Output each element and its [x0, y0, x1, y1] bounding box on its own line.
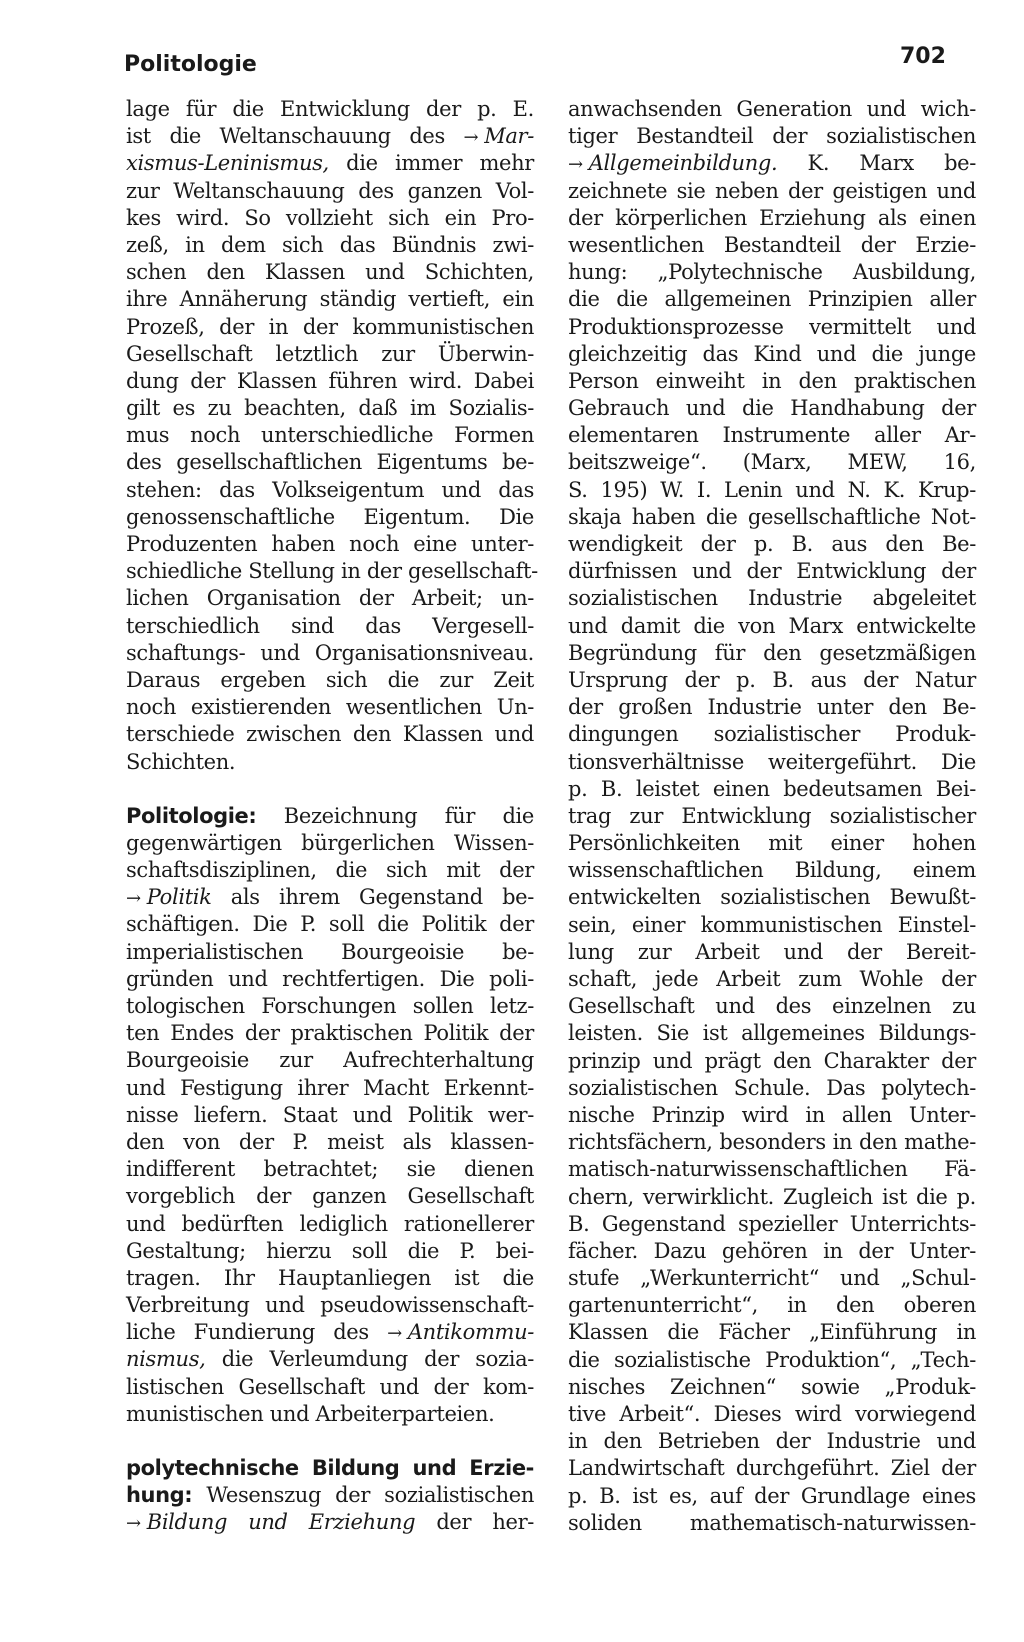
text-line: schaftsdisziplinen, die sich mit der	[126, 858, 534, 883]
text-line: lage für die Entwicklung der p. E.	[126, 97, 534, 121]
text-line: und bedürften lediglich rationellerer	[126, 1211, 534, 1236]
text-line: gleichzeitig das Kind und die junge	[568, 341, 976, 366]
text-line: der großen Industrie unter den Be-	[568, 695, 976, 720]
text-line: Klassen die Fächer „Einführung in	[568, 1320, 976, 1345]
cross-reference[interactable]: nismus,	[126, 1347, 206, 1372]
text-line: kes wird. So vollzieht sich ein Pro-	[126, 205, 534, 230]
text-line: Schichten.	[126, 749, 236, 774]
text-line: tionsverhältnisse weitergeführt. Die	[568, 749, 976, 774]
text-line: Bourgeoisie zur Aufrechterhaltung	[126, 1048, 534, 1073]
text-line: → Bildung und Erziehung der her-	[126, 1509, 534, 1536]
text-line: den von der P. meist als klassen-	[126, 1129, 534, 1154]
page-number: 702	[900, 44, 946, 69]
cross-reference-arrow-icon: →	[126, 1513, 141, 1535]
text-line: zur Weltanschauung des ganzen Vol-	[126, 178, 534, 203]
text-line	[568, 1537, 976, 1564]
entry-headline	[126, 1455, 534, 1482]
text-line: Landwirtschaft durchgeführt. Ziel der	[568, 1456, 976, 1481]
text-line: wissenschaftlichen Bildung, einem	[568, 858, 976, 883]
text-line: tragen. Ihr Hauptanliegen ist die	[126, 1265, 534, 1290]
text-line: sozialistischen Schule. Das polytech-	[568, 1075, 976, 1100]
cross-reference[interactable]: Politik	[146, 885, 212, 910]
text-line: stufe „Werkunterricht“ und „Schul-	[568, 1266, 976, 1291]
text-line: dung der Klassen führen wird. Dabei	[126, 368, 534, 393]
text-line: Gebrauch und die Handhabung der	[568, 396, 976, 421]
text-line: Produktionsprozesse vermittelt und	[568, 314, 976, 339]
text-line: genossenschaftliche Eigentum. Die	[126, 504, 534, 529]
text-line: Person einweiht in den praktischen	[568, 368, 976, 393]
text-line: Gesellschaft und des einzelnen zu	[568, 994, 976, 1019]
cross-reference[interactable]: Antikommu-	[407, 1320, 535, 1345]
cross-reference-arrow-icon: →	[387, 1323, 402, 1345]
text-line: imperialistischen Bourgeoisie be-	[126, 939, 534, 964]
text-line: gründen und rechtfertigen. Die poli-	[126, 966, 534, 991]
entry-headline: hung: Wesenszug der sozialistischen	[126, 1483, 534, 1508]
text-line: noch existierenden wesentlichen Un-	[126, 695, 534, 720]
cross-reference-arrow-icon: →	[126, 888, 141, 910]
text-line: fächer. Dazu gehören in der Unter-	[568, 1238, 976, 1263]
text-line: listischen Gesellschaft und der kom-	[126, 1374, 534, 1399]
text-line: tologischen Forschungen sollen letz-	[126, 994, 534, 1018]
text-line: trag zur Entwicklung sozialistischer	[568, 803, 976, 828]
text-line: gartenunterricht“, in den oberen	[568, 1293, 976, 1318]
text-line: B. Gegenstand spezieller Unterrichts-	[568, 1211, 976, 1236]
text-line: Gestaltung; hierzu soll die P. bei-	[126, 1238, 534, 1263]
text-line: die die allgemeinen Prinzipien aller	[568, 287, 976, 312]
text-line: Produzenten haben noch eine unter-	[126, 532, 534, 556]
text-line: nische Prinzip wird in allen Unter-	[568, 1102, 976, 1127]
text-line: ten Endes der praktischen Politik der	[126, 1021, 534, 1046]
text-line: nisches Zeichnen“ sowie „Produk-	[568, 1374, 976, 1399]
text-line: beitszweige“. (Marx, MEW, 16,	[568, 450, 976, 475]
cross-reference-arrow-icon: →	[463, 127, 479, 149]
entry-headline: Politologie: Bezeichnung für die	[126, 803, 534, 828]
text-line: schaft, jede Arbeit zum Wohle der	[568, 967, 976, 991]
right-column	[568, 96, 976, 1564]
text-line: sozialistischen Industrie abgeleitet	[568, 586, 976, 611]
entry-gap	[126, 1428, 534, 1455]
headword: hung:	[126, 1483, 193, 1508]
text-line: → Politik als ihrem Gegenstand be-	[126, 884, 534, 911]
text-line: xismus-Leninismus, die immer mehr	[126, 151, 534, 176]
text-line: ihre Annäherung ständig vertieft, ein	[126, 287, 534, 312]
cross-reference-arrow-icon: →	[568, 154, 583, 176]
cross-reference[interactable]: Mar-	[484, 124, 534, 149]
text-line: skaja haben die gesellschaftliche Not-	[568, 504, 976, 529]
text-line: stehen: das Volkseigentum und das	[126, 477, 534, 502]
text-line: p. B. leistet einen bedeutsamen Bei-	[568, 776, 976, 801]
text-line: schen den Klassen und Schichten,	[126, 260, 534, 285]
text-line: vorgeblich der ganzen Gesellschaft	[126, 1184, 534, 1209]
text-line: elementaren Instrumente aller Ar-	[568, 423, 976, 448]
text-line: wesentlichen Bestandteil der Erzie-	[568, 232, 976, 257]
text-line: terschiede zwischen den Klassen und	[126, 722, 534, 747]
text-line: Begründung für den gesetzmäßigen	[568, 640, 976, 665]
text-line: p. B. ist es, auf der Grundlage eines	[568, 1483, 976, 1508]
text-line: schiedliche Stellung in der gesellschaft-	[126, 559, 538, 584]
text-line: leisten. Sie ist allgemeines Bildungs-	[568, 1021, 976, 1046]
text-line: hung: „Polytechnische Ausbildung,	[568, 260, 976, 285]
text-line: Prozeß, der in der kommunistischen	[126, 314, 534, 339]
text-line: chern, verwirklicht. Zugleich ist die p.	[568, 1184, 976, 1209]
text-line: schaftungs- und Organisationsniveau.	[126, 640, 534, 665]
text-line: und Festigung ihrer Macht Erkennt-	[126, 1075, 534, 1100]
text-line: mus noch unterschiedliche Formen	[126, 423, 534, 448]
text-line: tive Arbeit“. Dieses wird vorwiegend	[568, 1402, 976, 1426]
left-column	[126, 96, 538, 1537]
text-line: dingungen sozialistischer Produk-	[568, 722, 976, 747]
text-line: matisch-naturwissenschaftlichen Fä-	[568, 1157, 976, 1182]
text-line: indifferent betrachtet; sie dienen	[126, 1157, 534, 1182]
text-line: ist die Weltanschauung des → Mar-	[126, 123, 534, 150]
running-head: Politologie	[124, 52, 257, 77]
text-line: die sozialistische Produktion“, „Tech-	[568, 1347, 976, 1372]
headword: Politologie:	[126, 803, 257, 828]
text-line: wendigkeit der p. B. aus den Be-	[568, 532, 976, 556]
text-line: entwickelten sozialistischen Bewußt-	[568, 885, 976, 910]
text-line: tiger Bestandteil der sozialistischen	[568, 124, 976, 149]
text-line: sein, einer kommunistischen Einstel-	[568, 912, 976, 937]
text-line: soliden mathematisch-naturwissen-	[568, 1510, 976, 1535]
text-line: richtsfächern, besonders in den mathe-	[568, 1130, 976, 1155]
cross-reference[interactable]: Bildung und Erziehung	[146, 1510, 416, 1535]
text-line: lung zur Arbeit und der Bereit-	[568, 939, 976, 964]
text-line: → Allgemeinbildung. K. Marx be-	[568, 150, 976, 177]
text-line: gegenwärtigen bürgerlichen Wissen-	[126, 830, 534, 855]
text-line: Persönlichkeiten mit einer hohen	[568, 831, 976, 856]
text-line: zeichnete sie neben der geistigen und	[568, 178, 976, 203]
text-line: nismus, die Verleumdung der sozia-	[126, 1347, 534, 1372]
cross-reference[interactable]: Allgemeinbildung.	[588, 151, 778, 176]
text-line: Ursprung der p. B. aus der Natur	[568, 667, 976, 692]
text-line: gilt es zu beachten, daß im Sozialis-	[126, 396, 534, 421]
cross-reference[interactable]: xismus-Leninismus,	[126, 151, 329, 176]
text-line: anwachsenden Generation und wich-	[568, 97, 976, 121]
text-line: in den Betrieben der Industrie und	[568, 1429, 976, 1454]
text-line: des gesellschaftlichen Eigentums be-	[126, 450, 534, 475]
text-line: lichen Organisation der Arbeit; un-	[126, 586, 534, 611]
text-line: munistischen und Arbeiterparteien.	[126, 1401, 495, 1426]
headword: polytechnische Bildung und Erzie-	[126, 1456, 534, 1480]
text-line: S. 195) W. I. Lenin und N. K. Krup-	[568, 477, 976, 502]
text-line: Verbreitung und pseudowissenschaft-	[126, 1293, 534, 1318]
text-line: und damit die von Marx entwickelte	[568, 613, 976, 638]
text-line: terschiedlich sind das Vergesell-	[126, 613, 534, 638]
text-line: prinzip und prägt den Charakter der	[568, 1048, 976, 1073]
entry-gap	[126, 776, 534, 803]
text-line: Daraus ergeben sich die zur Zeit	[126, 667, 534, 692]
text-line: Gesellschaft letztlich zur Überwin-	[126, 341, 534, 366]
text-line: schäftigen. Die P. soll die Politik der	[126, 912, 534, 937]
text-line: dürfnissen und der Entwicklung der	[568, 559, 976, 584]
text-line: der körperlichen Erziehung als einen	[568, 205, 976, 230]
text-line: zeß, in dem sich das Bündnis zwi-	[126, 232, 534, 257]
text-line: liche Fundierung des → Antikommu-	[126, 1319, 534, 1346]
text-line: nisse liefern. Staat und Politik wer-	[126, 1102, 534, 1127]
